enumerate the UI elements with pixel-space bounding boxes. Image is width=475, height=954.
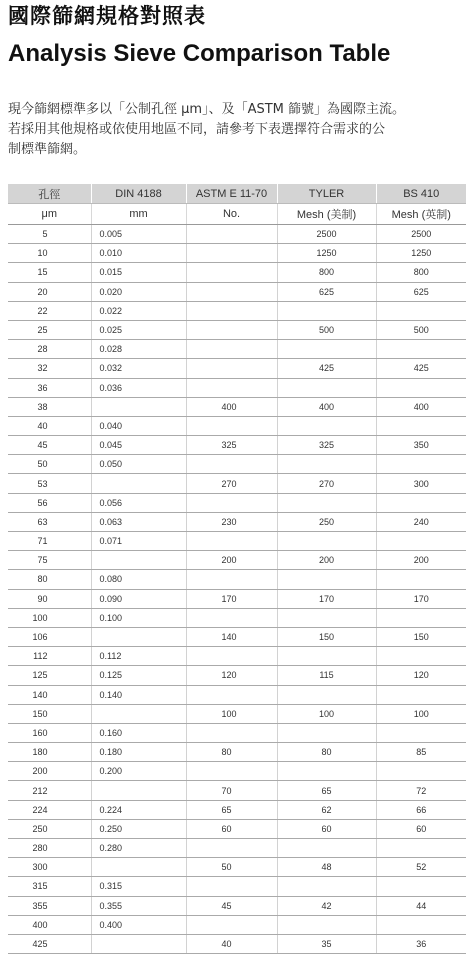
cell-aperture: 28 bbox=[8, 340, 91, 359]
unit-aperture: μm bbox=[8, 204, 91, 225]
cell-astm: 45 bbox=[186, 896, 277, 915]
cell-tyler bbox=[277, 877, 376, 896]
cell-din: 0.071 bbox=[91, 532, 186, 551]
cell-tyler bbox=[277, 493, 376, 512]
cell-bs: 200 bbox=[376, 551, 466, 570]
cell-tyler bbox=[277, 762, 376, 781]
unit-tyler: Mesh (美制) bbox=[277, 204, 376, 225]
cell-tyler: 150 bbox=[277, 627, 376, 646]
unit-bs: Mesh (英制) bbox=[376, 204, 466, 225]
cell-bs bbox=[376, 685, 466, 704]
cell-astm: 120 bbox=[186, 666, 277, 685]
cell-bs: 60 bbox=[376, 819, 466, 838]
cell-aperture: 200 bbox=[8, 762, 91, 781]
cell-aperture: 63 bbox=[8, 512, 91, 531]
table-units-row bbox=[8, 204, 466, 225]
cell-astm: 100 bbox=[186, 704, 277, 723]
cell-din: 0.020 bbox=[91, 282, 186, 301]
cell-aperture: 300 bbox=[8, 858, 91, 877]
cell-astm bbox=[186, 225, 277, 244]
cell-aperture: 150 bbox=[8, 704, 91, 723]
cell-astm: 40 bbox=[186, 934, 277, 953]
table-row bbox=[8, 781, 466, 800]
header-bs: BS 410 bbox=[376, 184, 466, 204]
page-title-english: Analysis Sieve Comparison Table bbox=[8, 40, 391, 67]
cell-astm bbox=[186, 416, 277, 435]
table-row bbox=[8, 743, 466, 762]
header-tyler: TYLER bbox=[277, 184, 376, 204]
cell-tyler: 270 bbox=[277, 474, 376, 493]
table-row bbox=[8, 455, 466, 474]
table-row bbox=[8, 263, 466, 282]
cell-astm bbox=[186, 359, 277, 378]
table-row bbox=[8, 647, 466, 666]
cell-aperture: 36 bbox=[8, 378, 91, 397]
cell-tyler: 2500 bbox=[277, 225, 376, 244]
cell-tyler: 35 bbox=[277, 934, 376, 953]
table-row bbox=[8, 589, 466, 608]
cell-astm: 270 bbox=[186, 474, 277, 493]
cell-din bbox=[91, 474, 186, 493]
cell-astm bbox=[186, 877, 277, 896]
cell-astm: 400 bbox=[186, 397, 277, 416]
cell-din: 0.200 bbox=[91, 762, 186, 781]
cell-astm bbox=[186, 762, 277, 781]
cell-din: 0.080 bbox=[91, 570, 186, 589]
cell-astm bbox=[186, 723, 277, 742]
cell-bs: 425 bbox=[376, 359, 466, 378]
cell-tyler: 62 bbox=[277, 800, 376, 819]
cell-tyler bbox=[277, 723, 376, 742]
cell-bs bbox=[376, 340, 466, 359]
cell-din: 0.010 bbox=[91, 244, 186, 263]
cell-bs: 300 bbox=[376, 474, 466, 493]
cell-bs bbox=[376, 608, 466, 627]
cell-aperture: 15 bbox=[8, 263, 91, 282]
cell-din bbox=[91, 781, 186, 800]
cell-tyler: 500 bbox=[277, 320, 376, 339]
cell-aperture: 5 bbox=[8, 225, 91, 244]
table-row bbox=[8, 704, 466, 723]
cell-din: 0.090 bbox=[91, 589, 186, 608]
header-astm: ASTM E 11-70 bbox=[186, 184, 277, 204]
cell-bs: 36 bbox=[376, 934, 466, 953]
cell-astm bbox=[186, 608, 277, 627]
table-row bbox=[8, 340, 466, 359]
cell-bs bbox=[376, 532, 466, 551]
cell-bs: 500 bbox=[376, 320, 466, 339]
cell-bs bbox=[376, 915, 466, 934]
cell-aperture: 400 bbox=[8, 915, 91, 934]
cell-astm: 50 bbox=[186, 858, 277, 877]
table-row bbox=[8, 839, 466, 858]
cell-tyler: 48 bbox=[277, 858, 376, 877]
cell-aperture: 224 bbox=[8, 800, 91, 819]
cell-astm bbox=[186, 493, 277, 512]
cell-astm: 140 bbox=[186, 627, 277, 646]
cell-din: 0.015 bbox=[91, 263, 186, 282]
header-aperture: 孔徑 bbox=[8, 184, 91, 204]
cell-din: 0.032 bbox=[91, 359, 186, 378]
table-row bbox=[8, 416, 466, 435]
cell-din bbox=[91, 551, 186, 570]
cell-din: 0.045 bbox=[91, 436, 186, 455]
cell-bs: 400 bbox=[376, 397, 466, 416]
cell-astm bbox=[186, 263, 277, 282]
cell-bs bbox=[376, 493, 466, 512]
cell-tyler bbox=[277, 340, 376, 359]
cell-astm bbox=[186, 685, 277, 704]
cell-din: 0.280 bbox=[91, 839, 186, 858]
table-row bbox=[8, 474, 466, 493]
cell-bs bbox=[376, 877, 466, 896]
cell-tyler: 250 bbox=[277, 512, 376, 531]
cell-bs bbox=[376, 378, 466, 397]
cell-din bbox=[91, 704, 186, 723]
table-row bbox=[8, 819, 466, 838]
cell-astm: 65 bbox=[186, 800, 277, 819]
cell-aperture: 106 bbox=[8, 627, 91, 646]
cell-astm bbox=[186, 340, 277, 359]
cell-tyler bbox=[277, 647, 376, 666]
cell-astm bbox=[186, 455, 277, 474]
table-row bbox=[8, 934, 466, 953]
cell-aperture: 100 bbox=[8, 608, 91, 627]
cell-bs bbox=[376, 455, 466, 474]
cell-din: 0.112 bbox=[91, 647, 186, 666]
cell-bs: 85 bbox=[376, 743, 466, 762]
table-row bbox=[8, 244, 466, 263]
cell-tyler: 400 bbox=[277, 397, 376, 416]
cell-tyler bbox=[277, 685, 376, 704]
cell-aperture: 10 bbox=[8, 244, 91, 263]
cell-astm bbox=[186, 839, 277, 858]
table-header-row bbox=[8, 184, 466, 204]
cell-aperture: 53 bbox=[8, 474, 91, 493]
cell-astm bbox=[186, 282, 277, 301]
cell-din: 0.400 bbox=[91, 915, 186, 934]
cell-aperture: 112 bbox=[8, 647, 91, 666]
cell-aperture: 212 bbox=[8, 781, 91, 800]
unit-astm: No. bbox=[186, 204, 277, 225]
cell-din: 0.355 bbox=[91, 896, 186, 915]
cell-bs: 100 bbox=[376, 704, 466, 723]
cell-din: 0.250 bbox=[91, 819, 186, 838]
cell-din: 0.028 bbox=[91, 340, 186, 359]
table-row bbox=[8, 493, 466, 512]
cell-aperture: 90 bbox=[8, 589, 91, 608]
cell-bs: 350 bbox=[376, 436, 466, 455]
cell-tyler bbox=[277, 416, 376, 435]
cell-bs bbox=[376, 723, 466, 742]
cell-tyler: 800 bbox=[277, 263, 376, 282]
cell-tyler bbox=[277, 378, 376, 397]
cell-aperture: 160 bbox=[8, 723, 91, 742]
cell-aperture: 40 bbox=[8, 416, 91, 435]
cell-aperture: 75 bbox=[8, 551, 91, 570]
cell-bs: 2500 bbox=[376, 225, 466, 244]
cell-din: 0.160 bbox=[91, 723, 186, 742]
cell-din bbox=[91, 397, 186, 416]
cell-astm: 230 bbox=[186, 512, 277, 531]
cell-aperture: 355 bbox=[8, 896, 91, 915]
cell-aperture: 20 bbox=[8, 282, 91, 301]
cell-astm bbox=[186, 320, 277, 339]
table-row bbox=[8, 282, 466, 301]
cell-aperture: 315 bbox=[8, 877, 91, 896]
table-row bbox=[8, 800, 466, 819]
cell-din bbox=[91, 858, 186, 877]
cell-din: 0.140 bbox=[91, 685, 186, 704]
cell-bs: 170 bbox=[376, 589, 466, 608]
cell-astm bbox=[186, 378, 277, 397]
table-row bbox=[8, 436, 466, 455]
cell-astm: 70 bbox=[186, 781, 277, 800]
table-row bbox=[8, 627, 466, 646]
cell-aperture: 22 bbox=[8, 301, 91, 320]
cell-tyler bbox=[277, 608, 376, 627]
table-row bbox=[8, 723, 466, 742]
table-row bbox=[8, 570, 466, 589]
intro-line: 若採用其他規格或依使用地區不同，請參考下表選擇符合需求的公 bbox=[8, 122, 386, 137]
cell-din: 0.040 bbox=[91, 416, 186, 435]
cell-tyler: 425 bbox=[277, 359, 376, 378]
cell-bs: 52 bbox=[376, 858, 466, 877]
cell-aperture: 56 bbox=[8, 493, 91, 512]
header-din: DIN 4188 bbox=[91, 184, 186, 204]
cell-tyler bbox=[277, 532, 376, 551]
unit-din: mm bbox=[91, 204, 186, 225]
cell-tyler: 325 bbox=[277, 436, 376, 455]
cell-din: 0.056 bbox=[91, 493, 186, 512]
cell-tyler: 100 bbox=[277, 704, 376, 723]
cell-bs: 72 bbox=[376, 781, 466, 800]
cell-tyler: 625 bbox=[277, 282, 376, 301]
cell-tyler: 1250 bbox=[277, 244, 376, 263]
table-row bbox=[8, 320, 466, 339]
cell-bs bbox=[376, 762, 466, 781]
cell-tyler: 170 bbox=[277, 589, 376, 608]
intro-line: 制標準篩網。 bbox=[8, 142, 87, 157]
table-row bbox=[8, 378, 466, 397]
cell-tyler: 42 bbox=[277, 896, 376, 915]
cell-astm bbox=[186, 915, 277, 934]
cell-tyler bbox=[277, 839, 376, 858]
table-row bbox=[8, 762, 466, 781]
cell-bs: 150 bbox=[376, 627, 466, 646]
cell-bs bbox=[376, 301, 466, 320]
cell-tyler: 80 bbox=[277, 743, 376, 762]
intro-line: 現今篩網標準多以「公制孔徑 μm」、及「ASTM 篩號」為國際主流。 bbox=[8, 102, 406, 117]
cell-tyler: 65 bbox=[277, 781, 376, 800]
cell-din bbox=[91, 934, 186, 953]
cell-din: 0.224 bbox=[91, 800, 186, 819]
cell-din: 0.125 bbox=[91, 666, 186, 685]
sieve-comparison-table bbox=[8, 184, 466, 954]
cell-aperture: 80 bbox=[8, 570, 91, 589]
table-row bbox=[8, 915, 466, 934]
cell-astm bbox=[186, 570, 277, 589]
cell-din: 0.100 bbox=[91, 608, 186, 627]
cell-din: 0.180 bbox=[91, 743, 186, 762]
table-row bbox=[8, 225, 466, 244]
table-row bbox=[8, 512, 466, 531]
cell-aperture: 45 bbox=[8, 436, 91, 455]
table-row bbox=[8, 896, 466, 915]
cell-aperture: 140 bbox=[8, 685, 91, 704]
cell-bs: 800 bbox=[376, 263, 466, 282]
cell-aperture: 125 bbox=[8, 666, 91, 685]
cell-bs bbox=[376, 416, 466, 435]
table-row bbox=[8, 685, 466, 704]
cell-din: 0.063 bbox=[91, 512, 186, 531]
table-row bbox=[8, 666, 466, 685]
cell-aperture: 180 bbox=[8, 743, 91, 762]
table-row bbox=[8, 301, 466, 320]
cell-astm: 60 bbox=[186, 819, 277, 838]
cell-aperture: 280 bbox=[8, 839, 91, 858]
intro-paragraph bbox=[8, 100, 470, 160]
cell-din: 0.315 bbox=[91, 877, 186, 896]
cell-astm: 170 bbox=[186, 589, 277, 608]
cell-aperture: 38 bbox=[8, 397, 91, 416]
cell-astm: 325 bbox=[186, 436, 277, 455]
cell-tyler: 115 bbox=[277, 666, 376, 685]
table-row bbox=[8, 532, 466, 551]
cell-astm bbox=[186, 301, 277, 320]
cell-din: 0.005 bbox=[91, 225, 186, 244]
cell-tyler: 200 bbox=[277, 551, 376, 570]
cell-aperture: 32 bbox=[8, 359, 91, 378]
cell-bs: 625 bbox=[376, 282, 466, 301]
cell-aperture: 425 bbox=[8, 934, 91, 953]
cell-bs: 1250 bbox=[376, 244, 466, 263]
cell-din: 0.025 bbox=[91, 320, 186, 339]
cell-tyler bbox=[277, 570, 376, 589]
cell-bs bbox=[376, 570, 466, 589]
cell-astm: 80 bbox=[186, 743, 277, 762]
cell-bs: 44 bbox=[376, 896, 466, 915]
table-row bbox=[8, 608, 466, 627]
cell-astm bbox=[186, 532, 277, 551]
cell-astm bbox=[186, 244, 277, 263]
table-row bbox=[8, 551, 466, 570]
cell-bs bbox=[376, 839, 466, 858]
cell-tyler: 60 bbox=[277, 819, 376, 838]
cell-tyler bbox=[277, 301, 376, 320]
cell-bs bbox=[376, 647, 466, 666]
table-row bbox=[8, 858, 466, 877]
cell-bs: 240 bbox=[376, 512, 466, 531]
page-title-chinese: 國際篩網規格對照表 bbox=[8, 4, 206, 28]
cell-aperture: 71 bbox=[8, 532, 91, 551]
cell-tyler bbox=[277, 455, 376, 474]
cell-aperture: 50 bbox=[8, 455, 91, 474]
cell-din: 0.022 bbox=[91, 301, 186, 320]
table-row bbox=[8, 359, 466, 378]
cell-din bbox=[91, 627, 186, 646]
cell-din: 0.036 bbox=[91, 378, 186, 397]
cell-din: 0.050 bbox=[91, 455, 186, 474]
cell-astm bbox=[186, 647, 277, 666]
cell-bs: 120 bbox=[376, 666, 466, 685]
cell-aperture: 250 bbox=[8, 819, 91, 838]
table-row bbox=[8, 877, 466, 896]
table-row bbox=[8, 397, 466, 416]
cell-astm: 200 bbox=[186, 551, 277, 570]
cell-bs: 66 bbox=[376, 800, 466, 819]
cell-aperture: 25 bbox=[8, 320, 91, 339]
table-body bbox=[8, 225, 466, 954]
cell-tyler bbox=[277, 915, 376, 934]
